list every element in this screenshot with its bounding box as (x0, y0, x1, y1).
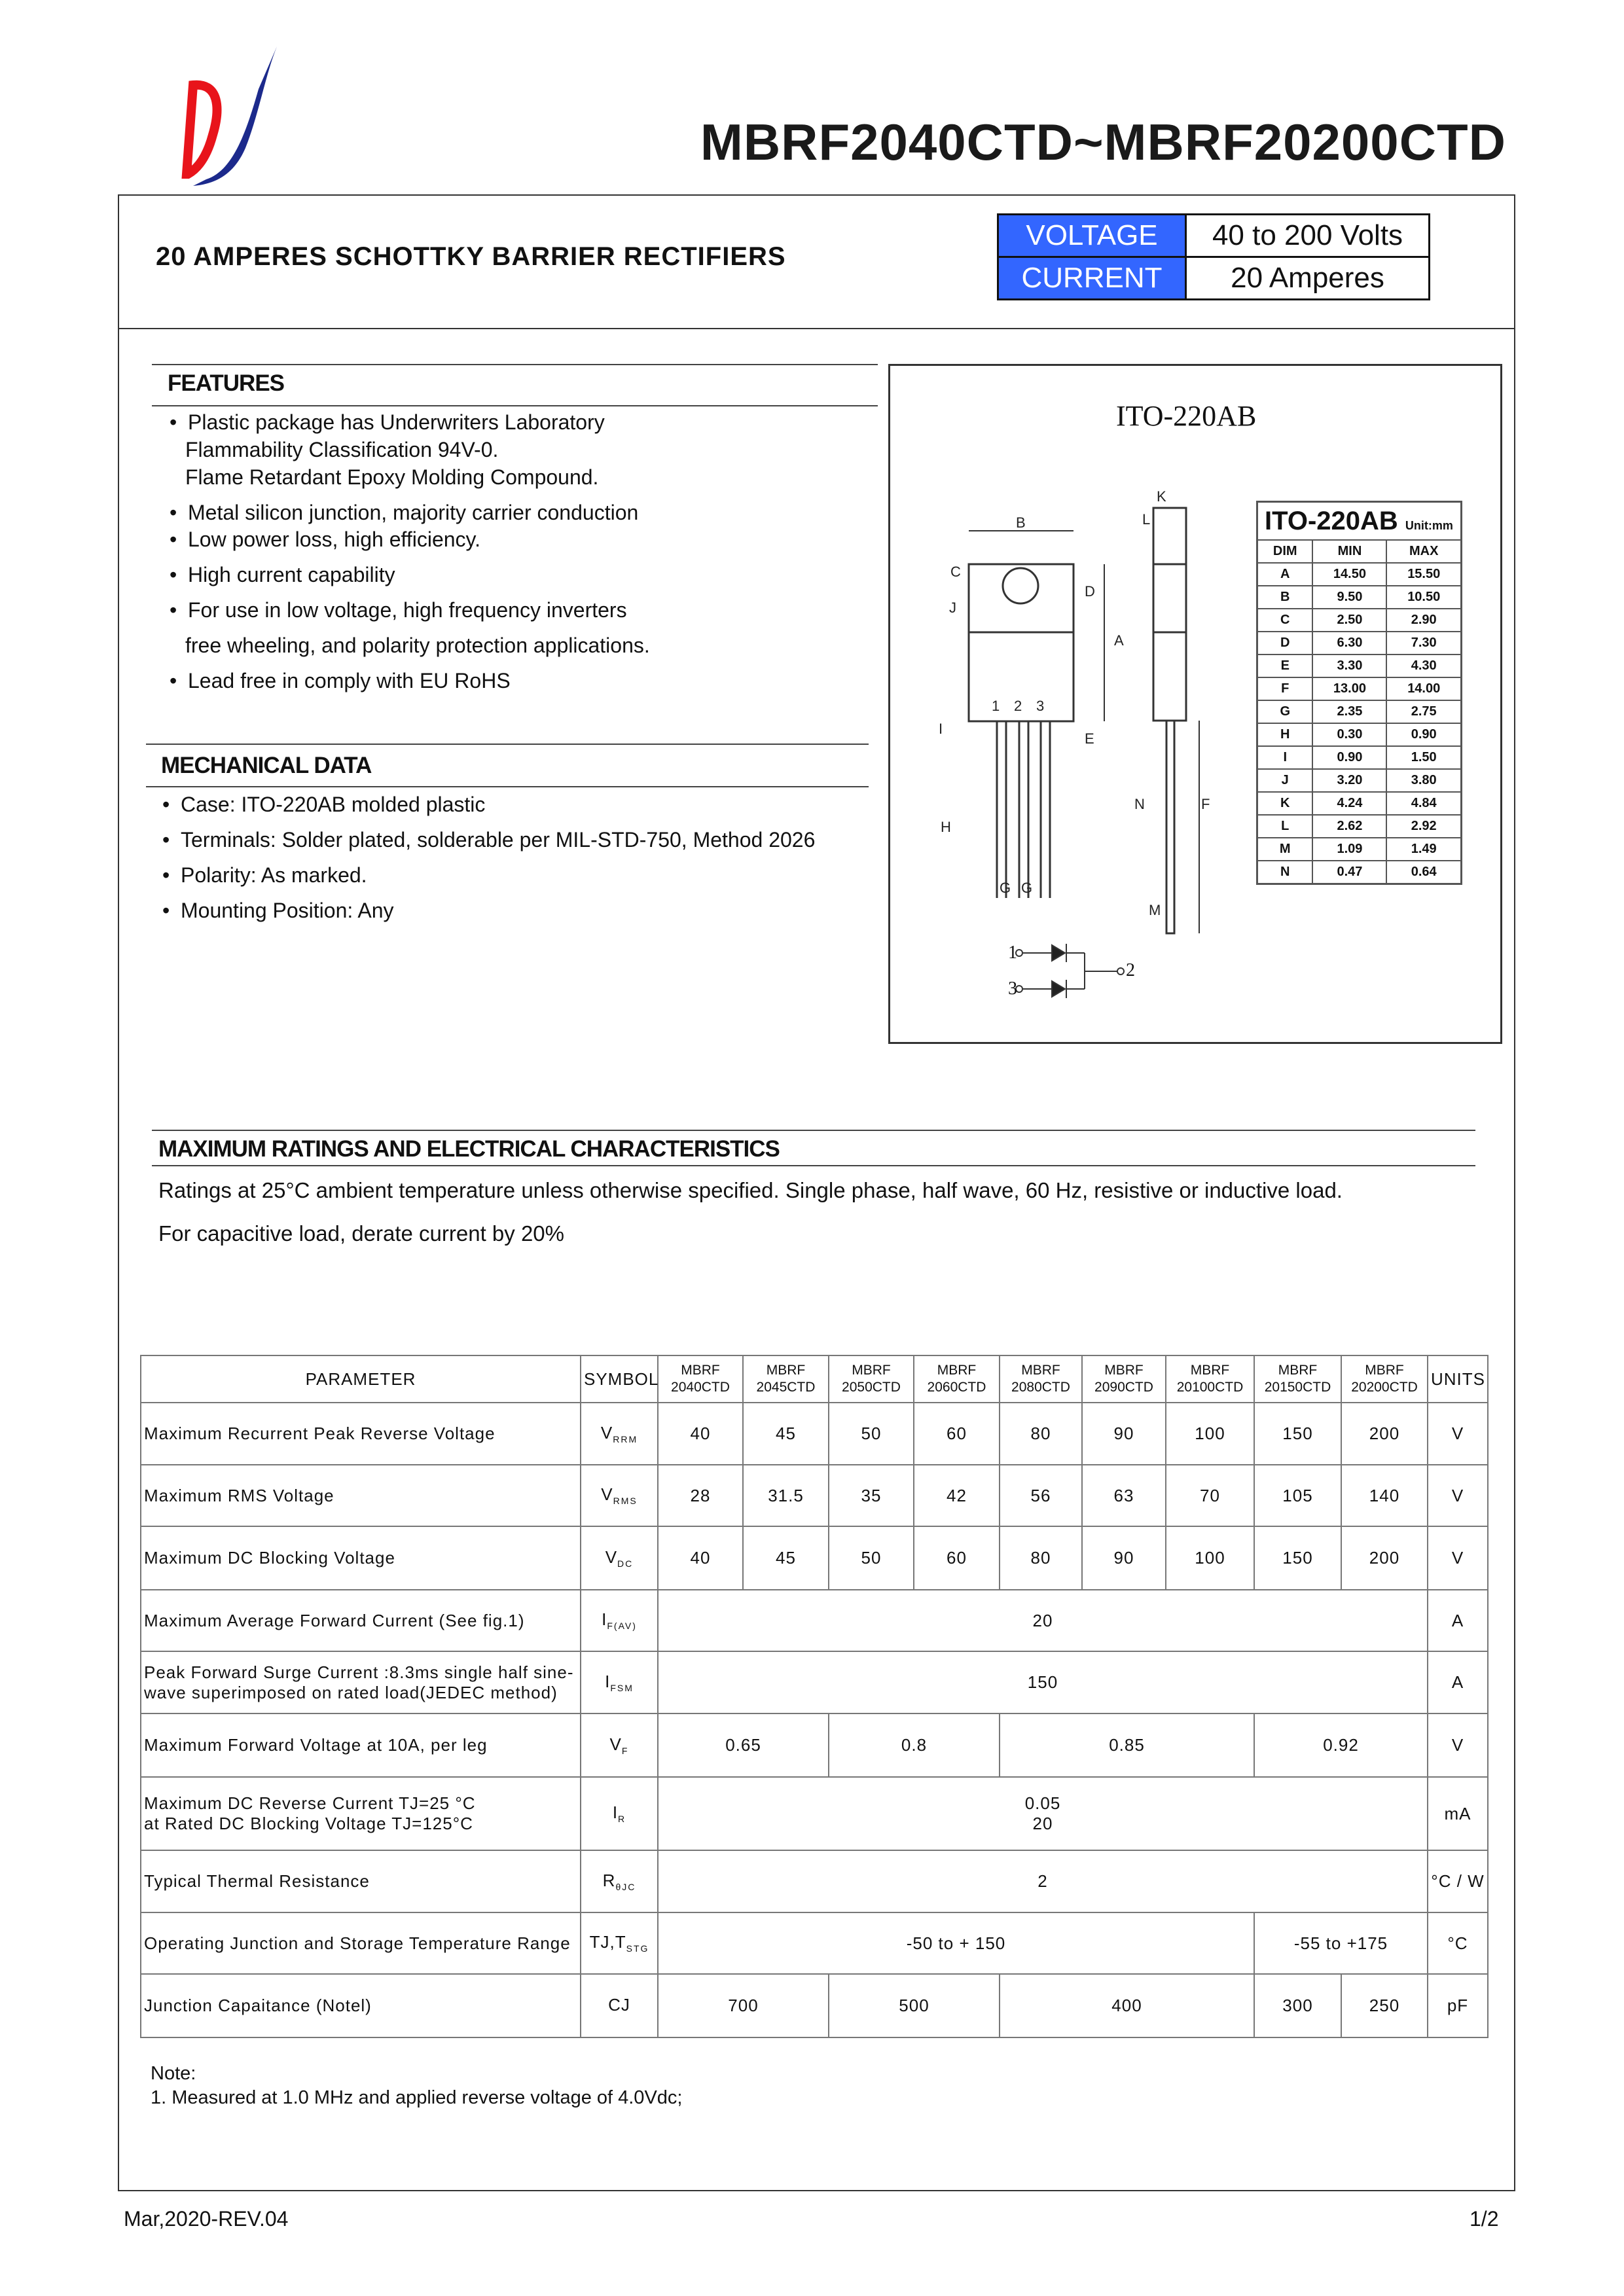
value-cell: 100 (1166, 1403, 1254, 1465)
table-row (141, 1777, 1488, 1850)
divider (152, 405, 878, 406)
page-number: 1/2 (1470, 2207, 1499, 2231)
feature-item: • Metal silicon junction, majority carrier conduction (170, 501, 639, 524)
model-name: MBRF 20100CTD (1176, 1363, 1244, 1395)
voltage-current-summary (997, 213, 1430, 300)
symbol-main: CJ (608, 1994, 630, 2015)
dim-max: 2.75 (1386, 700, 1461, 723)
dim-max: 7.30 (1386, 632, 1461, 655)
dim-min: 0.47 (1312, 861, 1386, 884)
symbol-main: I (602, 1609, 607, 1630)
symbol-cell (581, 1590, 658, 1651)
svg-text:N: N (1134, 796, 1145, 812)
model-name: MBRF 2045CTD (756, 1363, 816, 1395)
dim-min: 13.00 (1312, 677, 1386, 700)
svg-text:I: I (939, 721, 943, 737)
dim-min: 3.20 (1312, 769, 1386, 792)
value-cell: 50 (829, 1526, 914, 1590)
divider (152, 1165, 1475, 1166)
mechanical-item: • Case: ITO-220AB molded plastic (162, 793, 486, 816)
dim-max: 1.49 (1386, 838, 1461, 861)
notes (151, 2062, 682, 2110)
symbol-cell (581, 1713, 658, 1777)
value-cell: 2 (658, 1850, 1428, 1912)
model-header (743, 1355, 829, 1403)
value-cell: 200 (1341, 1526, 1428, 1590)
dim-max: 10.50 (1386, 586, 1461, 609)
dim-min: 0.90 (1312, 746, 1386, 769)
parameter-cell: Maximum Forward Voltage at 10A, per leg (141, 1713, 581, 1777)
model-header (829, 1355, 914, 1403)
svg-text:L: L (1142, 511, 1151, 528)
symbol-main: I (612, 1803, 619, 1823)
symbol-main: V (605, 1547, 618, 1567)
min-header: MIN (1312, 540, 1386, 563)
dim-max: 1.50 (1386, 746, 1461, 769)
dim-min: 14.50 (1312, 563, 1386, 586)
model-header (1000, 1355, 1082, 1403)
dimension-row (1257, 655, 1462, 677)
parameter-cell: Maximum Average Forward Current (See fig.1) (141, 1590, 581, 1651)
svg-text:M: M (1149, 902, 1161, 918)
dim-letter: C (1257, 609, 1313, 632)
value-cell: 500 (829, 1974, 1000, 2037)
symbol-cell (581, 1777, 658, 1850)
dim-max: 2.90 (1386, 609, 1461, 632)
value-cell: 300 (1254, 1974, 1341, 2037)
value-cell: 0.92 (1254, 1713, 1428, 1777)
parameter-cell: Maximum RMS Voltage (141, 1465, 581, 1526)
model-header (1254, 1355, 1341, 1403)
dimension-row (1257, 792, 1462, 815)
dim-letter: D (1257, 632, 1313, 655)
value-cell: 35 (829, 1465, 914, 1526)
table-row (141, 1651, 1488, 1713)
divider (146, 786, 869, 787)
value-cell: 200 (1341, 1403, 1428, 1465)
svg-text:A: A (1114, 632, 1124, 649)
dim-letter: M (1257, 838, 1313, 861)
dim-min: 2.62 (1312, 815, 1386, 838)
symbol-cell (581, 1974, 658, 2037)
symbol-subscript: FSM (610, 1683, 634, 1694)
voltage-value: 40 to 200 Volts (1186, 215, 1430, 257)
dim-letter: L (1257, 815, 1313, 838)
table-header-row (141, 1355, 1488, 1403)
max-header: MAX (1386, 540, 1461, 563)
parameter-cell: Maximum Recurrent Peak Reverse Voltage (141, 1403, 581, 1465)
value-cell: -50 to + 150 (658, 1912, 1254, 1974)
unit-cell: V (1428, 1713, 1488, 1777)
value-cell: 0.65 (658, 1713, 829, 1777)
feature-item: • For use in low voltage, high frequency inverters (170, 598, 627, 622)
symbol-cell (581, 1465, 658, 1526)
parameter-cell: Typical Thermal Resistance (141, 1850, 581, 1912)
dim-min: 4.24 (1312, 792, 1386, 815)
value-cell: 60 (914, 1526, 1000, 1590)
dim-max: 3.80 (1386, 769, 1461, 792)
symbol-main: TJ,T (589, 1932, 626, 1952)
value-cell: 105 (1254, 1465, 1341, 1526)
feature-item-cont: Flame Retardant Epoxy Molding Compound. (185, 465, 599, 489)
dimension-row (1257, 563, 1462, 586)
dimension-row (1257, 861, 1462, 884)
svg-text:G: G (1021, 880, 1033, 896)
features-heading: FEATURES (168, 370, 285, 396)
value-cell: 700 (658, 1974, 829, 2037)
dim-letter: A (1257, 563, 1313, 586)
model-name: MBRF 2050CTD (842, 1363, 901, 1395)
parameter-cell: Junction Capaitance (Notel) (141, 1974, 581, 2037)
symbol-main: V (609, 1734, 622, 1754)
unit-cell: V (1428, 1465, 1488, 1526)
value-cell: 80 (1000, 1526, 1082, 1590)
dimension-row (1257, 815, 1462, 838)
svg-text:B: B (1016, 514, 1026, 531)
unit-cell: A (1428, 1651, 1488, 1713)
value-cell: 90 (1082, 1403, 1166, 1465)
parameter-cell: Operating Junction and Storage Temperature Range (141, 1912, 581, 1974)
unit-cell: °C / W (1428, 1850, 1488, 1912)
symbol-main: V (601, 1484, 613, 1505)
ratings-conditions: Ratings at 25°C ambient temperature unless otherwise specified. Single phase, half wave, 60 Hz, resistive or inductive load. (158, 1178, 1343, 1202)
pin-1-label: 1 (1008, 942, 1017, 963)
dim-min: 2.35 (1312, 700, 1386, 723)
svg-text:E: E (1085, 730, 1094, 747)
value-cell: 90 (1082, 1526, 1166, 1590)
dim-min: 6.30 (1312, 632, 1386, 655)
mechanical-item: • Mounting Position: Any (162, 899, 394, 922)
dimension-row (1257, 838, 1462, 861)
value-cell: 50 (829, 1403, 914, 1465)
unit-cell: A (1428, 1590, 1488, 1651)
value-cell: 150 (1254, 1526, 1341, 1590)
dim-letter: B (1257, 586, 1313, 609)
value-cell: 0.05 20 (658, 1777, 1428, 1850)
table-row (141, 1590, 1488, 1651)
document-title: MBRF2040CTD~MBRF20200CTD (700, 113, 1506, 171)
dimension-row (1257, 632, 1462, 655)
dimension-row (1257, 746, 1462, 769)
dim-min: 1.09 (1312, 838, 1386, 861)
dim-letter: F (1257, 677, 1313, 700)
dimension-row (1257, 700, 1462, 723)
value-cell: 250 (1341, 1974, 1428, 2037)
dim-min: 9.50 (1312, 586, 1386, 609)
table-row (141, 1850, 1488, 1912)
dimension-row (1257, 586, 1462, 609)
svg-text:J: J (949, 600, 956, 616)
model-header (1166, 1355, 1254, 1403)
dimension-row (1257, 609, 1462, 632)
unit-cell: pF (1428, 1974, 1488, 2037)
value-cell: 28 (658, 1465, 743, 1526)
svg-text:D: D (1085, 583, 1095, 600)
svg-text:G: G (1000, 880, 1011, 896)
ratings-heading: MAXIMUM RATINGS AND ELECTRICAL CHARACTERISTICS (158, 1136, 780, 1162)
value-cell: 150 (1254, 1403, 1341, 1465)
feature-item: • Lead free in comply with EU RoHS (170, 669, 511, 692)
product-subtitle: 20 AMPERES SCHOTTKY BARRIER RECTIFIERS (156, 242, 786, 271)
dim-max: 4.30 (1386, 655, 1461, 677)
value-cell: 40 (658, 1403, 743, 1465)
symbol-main: I (605, 1671, 611, 1691)
unit-cell: V (1428, 1526, 1488, 1590)
model-header (1341, 1355, 1428, 1403)
value-cell: 100 (1166, 1526, 1254, 1590)
divider (146, 744, 869, 745)
pin-2-label: 2 (1126, 960, 1135, 980)
svg-text:H: H (941, 819, 951, 835)
value-cell: 45 (743, 1526, 829, 1590)
dim-letter: J (1257, 769, 1313, 792)
symbol-subscript: F(AV) (607, 1621, 637, 1632)
value-cell: 45 (743, 1403, 829, 1465)
mechanical-item: • Terminals: Solder plated, solderable per MIL-STD-750, Method 2026 (162, 828, 816, 852)
feature-item-cont: Flammability Classification 94V-0. (185, 438, 499, 461)
dim-letter: H (1257, 723, 1313, 746)
feature-item: • Plastic package has Underwriters Laboratory (170, 410, 605, 434)
svg-text:1: 1 (992, 698, 1000, 714)
company-logo (147, 37, 311, 187)
parameter-header: PARAMETER (141, 1355, 581, 1403)
dimension-row (1257, 677, 1462, 700)
symbol-subscript: RMS (613, 1496, 638, 1507)
model-name: MBRF 20200CTD (1351, 1363, 1418, 1395)
unit-cell: mA (1428, 1777, 1488, 1850)
dim-min: 2.50 (1312, 609, 1386, 632)
symbol-cell (581, 1526, 658, 1590)
value-cell: 400 (1000, 1974, 1254, 2037)
ratings-table (140, 1355, 1489, 2038)
svg-text:3: 3 (1036, 698, 1045, 714)
dim-letter: I (1257, 746, 1313, 769)
value-cell: 56 (1000, 1465, 1082, 1526)
dim-max: 0.64 (1386, 861, 1461, 884)
symbol-subscript: θJC (615, 1882, 636, 1893)
ratings-derate-note: For capacitive load, derate current by 20% (158, 1221, 564, 1246)
model-name: MBRF 2060CTD (927, 1363, 986, 1395)
parameter-cell: Peak Forward Surge Current :8.3ms single half sine-wave superimposed on rated load(JEDEC method) (141, 1651, 581, 1713)
symbol-subscript: DC (617, 1558, 634, 1570)
value-cell: 70 (1166, 1465, 1254, 1526)
parameter-cell: Maximum DC Blocking Voltage (141, 1526, 581, 1590)
value-cell: -55 to +175 (1254, 1912, 1428, 1974)
dim-max: 4.84 (1386, 792, 1461, 815)
symbol-subscript: STG (626, 1943, 649, 1954)
symbol-main: V (600, 1422, 613, 1443)
dim-max: 0.90 (1386, 723, 1461, 746)
revision-label: Mar,2020-REV.04 (124, 2207, 289, 2231)
dim-max: 15.50 (1386, 563, 1461, 586)
dim-letter: K (1257, 792, 1313, 815)
dim-letter: G (1257, 700, 1313, 723)
symbol-subscript: R (618, 1814, 626, 1825)
divider (152, 364, 878, 365)
note-text: 1. Measured at 1.0 MHz and applied reverse voltage of 4.0Vdc; (151, 2087, 683, 2108)
value-cell: 0.8 (829, 1713, 1000, 1777)
note-title: Note: (151, 2063, 196, 2084)
value-cell: 80 (1000, 1403, 1082, 1465)
package-name: ITO-220AB (1116, 400, 1257, 432)
divider (152, 1130, 1475, 1131)
table-row (141, 1526, 1488, 1590)
svg-text:F: F (1201, 796, 1210, 812)
units-header: UNITS (1428, 1355, 1488, 1403)
divider (118, 328, 1515, 329)
dim-min: 3.30 (1312, 655, 1386, 677)
model-name: MBRF 2040CTD (671, 1363, 730, 1395)
symbol-cell (581, 1912, 658, 1974)
model-header (658, 1355, 743, 1403)
package-drawing (888, 364, 1255, 1044)
symbol-cell (581, 1403, 658, 1465)
feature-item: • High current capability (170, 563, 395, 586)
dim-max: 2.92 (1386, 815, 1461, 838)
symbol-main: R (602, 1870, 616, 1890)
table-row (141, 1465, 1488, 1526)
current-label: CURRENT (998, 257, 1186, 300)
svg-text:K: K (1157, 488, 1166, 505)
table-row (141, 1912, 1488, 1974)
model-header (1082, 1355, 1166, 1403)
model-name: MBRF 20150CTD (1264, 1363, 1331, 1395)
feature-item: • Low power loss, high efficiency. (170, 528, 481, 551)
symbol-subscript: F (621, 1746, 629, 1757)
symbol-header: SYMBOL (581, 1355, 658, 1403)
symbol-subscript: RRM (613, 1434, 638, 1445)
current-value: 20 Amperes (1186, 257, 1430, 300)
value-cell: 31.5 (743, 1465, 829, 1526)
value-cell: 63 (1082, 1465, 1166, 1526)
unit-cell: V (1428, 1403, 1488, 1465)
parameter-cell: Maximum DC Reverse Current TJ=25 °C at Rated DC Blocking Voltage TJ=125°C (141, 1777, 581, 1850)
value-cell: 60 (914, 1403, 1000, 1465)
table-row (141, 1403, 1488, 1465)
dim-letter: E (1257, 655, 1313, 677)
voltage-label: VOLTAGE (998, 215, 1186, 257)
dim-max: 14.00 (1386, 677, 1461, 700)
value-cell: 0.85 (1000, 1713, 1254, 1777)
dimension-row (1257, 723, 1462, 746)
symbol-cell (581, 1651, 658, 1713)
model-header (914, 1355, 1000, 1403)
unit-cell: °C (1428, 1912, 1488, 1974)
dimension-table-title: ITO-220AB Unit:mm (1257, 502, 1462, 541)
symbol-cell (581, 1850, 658, 1912)
value-cell: 150 (658, 1651, 1428, 1713)
value-cell: 42 (914, 1465, 1000, 1526)
value-cell: 140 (1341, 1465, 1428, 1526)
dim-letter: N (1257, 861, 1313, 884)
table-row (141, 1713, 1488, 1777)
dimension-row (1257, 769, 1462, 792)
dim-header: DIM (1257, 540, 1313, 563)
dim-min: 0.30 (1312, 723, 1386, 746)
pin-3-label: 3 (1008, 978, 1017, 999)
model-name: MBRF 2080CTD (1011, 1363, 1070, 1395)
svg-text:2: 2 (1014, 698, 1022, 714)
table-row (141, 1974, 1488, 2037)
value-cell: 40 (658, 1526, 743, 1590)
value-cell: 20 (658, 1590, 1428, 1651)
feature-item-cont: free wheeling, and polarity protection applications. (185, 634, 650, 657)
mechanical-heading: MECHANICAL DATA (161, 753, 372, 778)
dimension-table (1256, 501, 1462, 885)
model-name: MBRF 2090CTD (1094, 1363, 1153, 1395)
mechanical-item: • Polarity: As marked. (162, 863, 367, 887)
svg-text:C: C (950, 564, 961, 580)
